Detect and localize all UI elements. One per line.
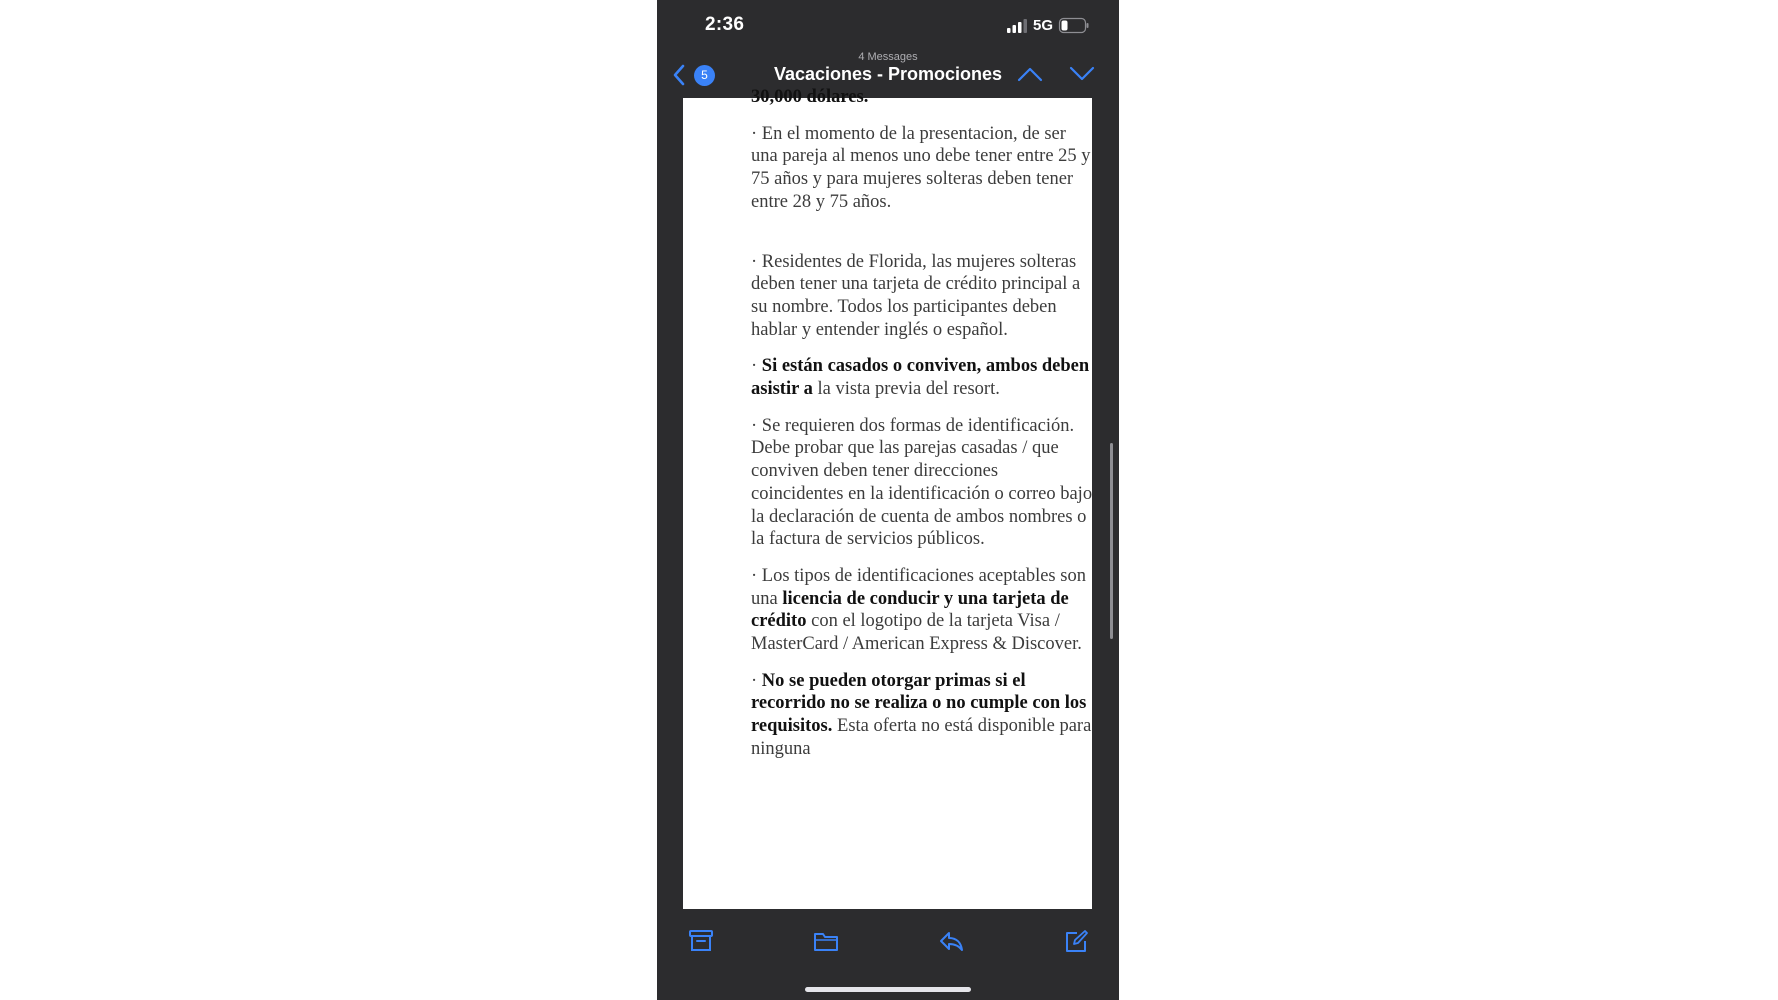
email-paragraph-clipped: 30,000 dólares. bbox=[751, 87, 869, 107]
bottom-toolbar bbox=[657, 909, 1119, 1000]
home-indicator[interactable] bbox=[805, 987, 971, 992]
email-paragraph-identification: · Se requieren dos formas de identificación. Debe probar que las parejas casadas / que conviven deben tener direcciones coincidentes en la identificación o correo bajo la declaración de cuenta de ambos nombres o la factura de servicios públicos. bbox=[751, 415, 1093, 550]
email-text bbox=[751, 86, 1093, 775]
status-time: 2:36 bbox=[705, 14, 745, 35]
reply-icon[interactable] bbox=[938, 929, 964, 953]
email-body-area[interactable] bbox=[657, 87, 1119, 909]
scroll-indicator[interactable] bbox=[1110, 443, 1113, 639]
thread-title: Vacaciones - Promociones bbox=[773, 64, 1003, 84]
email-paragraph-florida-residents: · Residentes de Florida, las mujeres solteras deben tener una tarjeta de crédito principal a su nombre. Todos los participantes deben hablar y entender inglés o español. bbox=[751, 251, 1081, 340]
battery-icon bbox=[1059, 18, 1089, 33]
phone-screen bbox=[657, 0, 1119, 1000]
folder-icon[interactable] bbox=[813, 929, 839, 953]
signal-icon bbox=[1007, 19, 1027, 33]
email-paragraph-age-requirement: · En el momento de la presentacion, de ser una pareja al menos uno debe tener entre 25 y 75 años y para mujeres solteras deben tener entre 28 y 75 años. bbox=[751, 123, 1091, 212]
email-content bbox=[683, 87, 1093, 909]
previous-message-icon[interactable] bbox=[1017, 66, 1043, 82]
next-message-icon[interactable] bbox=[1069, 66, 1095, 82]
email-paragraph-married-couples: · Si están casados o conviven, ambos deben asistir a la vista previa del resort. bbox=[751, 356, 1090, 400]
status-bar bbox=[657, 0, 1119, 50]
compose-icon[interactable] bbox=[1063, 929, 1089, 953]
unread-count-badge[interactable]: 5 bbox=[694, 65, 715, 86]
network-label: 5G bbox=[1033, 17, 1054, 34]
email-paragraph-bonus-terms: · No se pueden otorgar primas si el recorrido no se realiza o no cumple con los requisitos. Esta oferta no está disponible para ninguna bbox=[751, 670, 1092, 759]
archive-icon[interactable] bbox=[688, 929, 714, 953]
email-paragraph-id-types: · Los tipos de identificaciones aceptables son una licencia de conducir y una tarjeta de crédito con el logotipo de la tarjeta Visa / MasterCard / American Express & Discover. bbox=[751, 565, 1086, 655]
message-count: 4 Messages bbox=[858, 51, 918, 63]
